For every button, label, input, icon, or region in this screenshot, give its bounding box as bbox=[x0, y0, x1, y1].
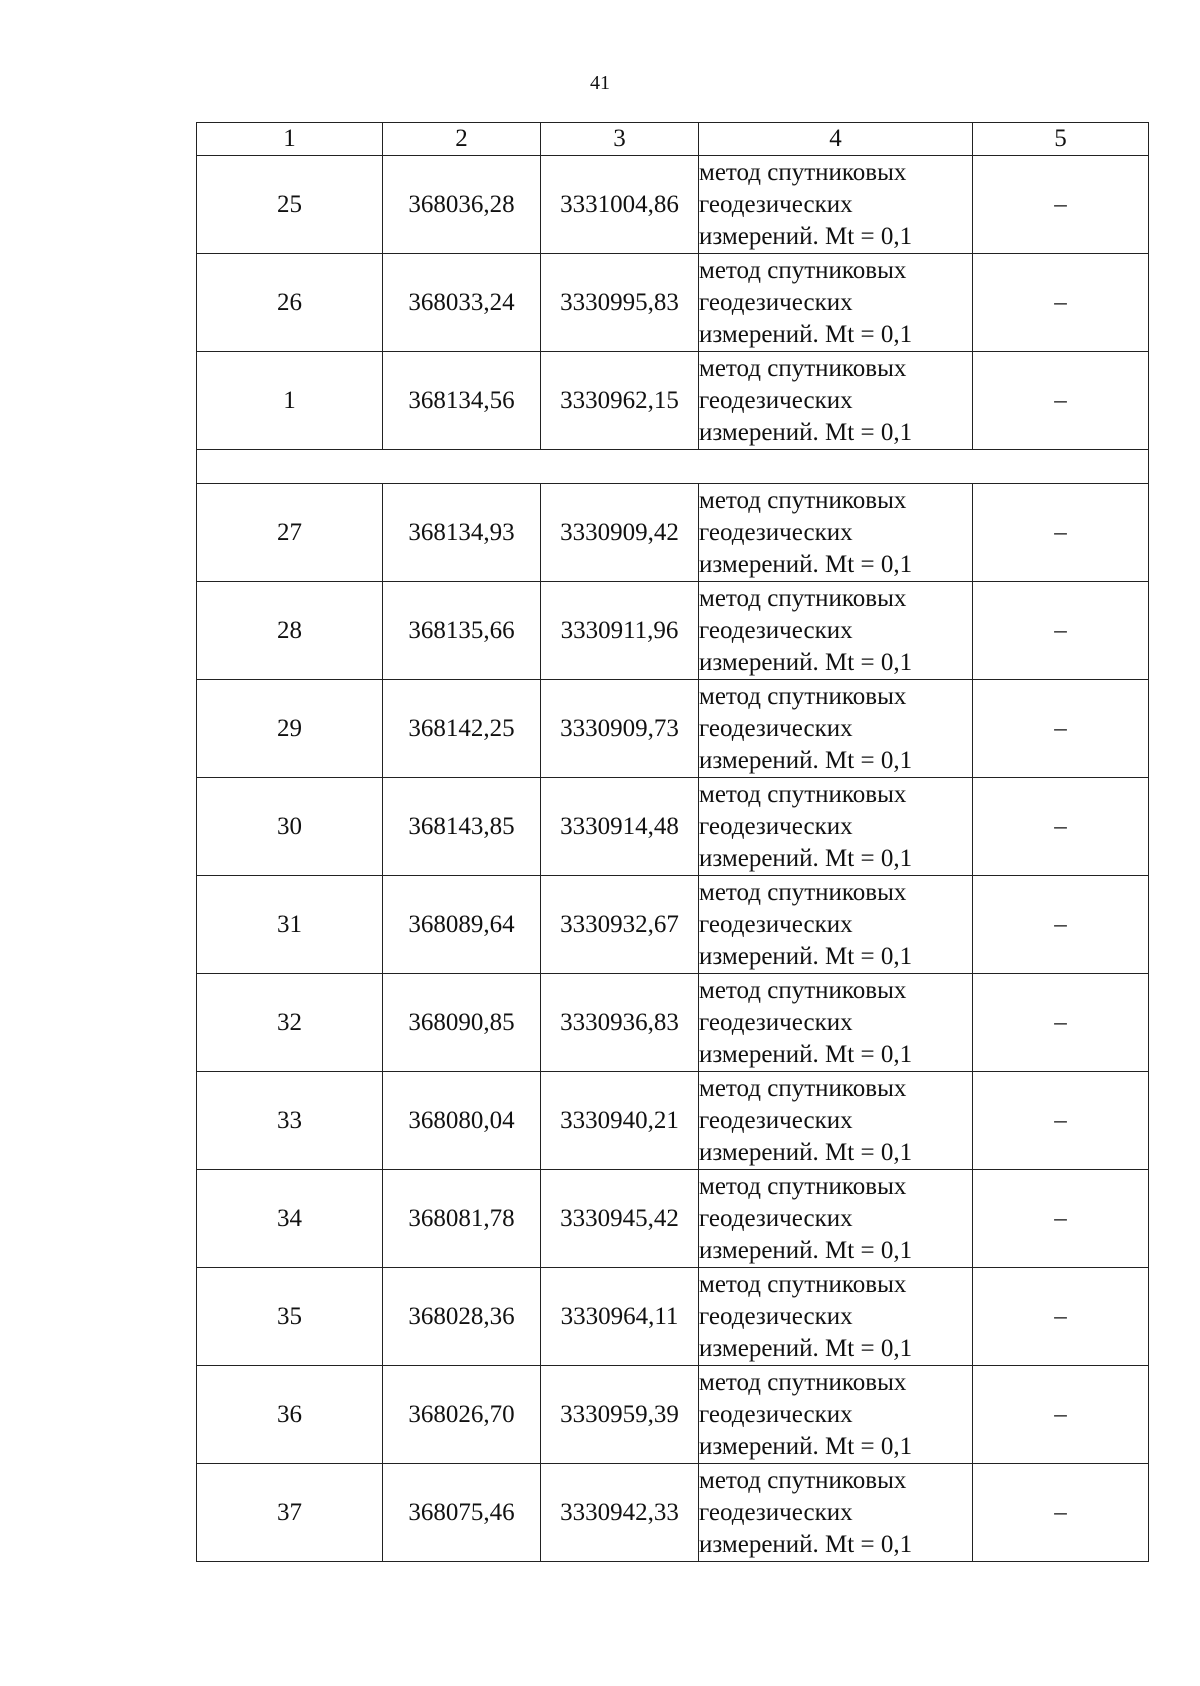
method-text-line: метод спутниковых bbox=[699, 1368, 907, 1396]
method-cell bbox=[699, 974, 973, 1072]
method-text-line: геодезических bbox=[699, 518, 853, 546]
method-text-line: измерений. Mt = 0,1 bbox=[699, 222, 913, 250]
method-text-line: геодезических bbox=[699, 616, 853, 644]
description-cell: – bbox=[973, 1366, 1149, 1464]
point-number-cell: 1 bbox=[197, 352, 383, 450]
description-cell: – bbox=[973, 974, 1149, 1072]
table-row bbox=[197, 1464, 1149, 1562]
description-cell: – bbox=[973, 778, 1149, 876]
method-text-line: метод спутниковых bbox=[699, 1074, 907, 1102]
y-coordinate-cell: 3330914,48 bbox=[541, 778, 699, 876]
x-coordinate-cell: 368134,93 bbox=[383, 484, 541, 582]
y-coordinate-cell: 3330940,21 bbox=[541, 1072, 699, 1170]
column-header-4: 4 bbox=[699, 123, 973, 156]
method-text-line: метод спутниковых bbox=[699, 976, 907, 1004]
table-row bbox=[197, 1268, 1149, 1366]
x-coordinate-cell: 368036,28 bbox=[383, 156, 541, 254]
description-cell: – bbox=[973, 484, 1149, 582]
column-header-3: 3 bbox=[541, 123, 699, 156]
method-text-line: геодезических bbox=[699, 386, 853, 414]
y-coordinate-cell: 3330945,42 bbox=[541, 1170, 699, 1268]
x-coordinate-cell: 368080,04 bbox=[383, 1072, 541, 1170]
method-text-line: метод спутниковых bbox=[699, 1270, 907, 1298]
point-number-cell: 25 bbox=[197, 156, 383, 254]
description-cell: – bbox=[973, 254, 1149, 352]
description-cell: – bbox=[973, 156, 1149, 254]
method-text-line: геодезических bbox=[699, 1302, 853, 1330]
description-cell: – bbox=[973, 582, 1149, 680]
y-coordinate-cell: 3331004,86 bbox=[541, 156, 699, 254]
description-cell: – bbox=[973, 876, 1149, 974]
method-text-line: метод спутниковых bbox=[699, 486, 907, 514]
method-text-line: метод спутниковых bbox=[699, 354, 907, 382]
y-coordinate-cell: 3330964,11 bbox=[541, 1268, 699, 1366]
method-text-line: метод спутниковых bbox=[699, 878, 907, 906]
method-text-line: геодезических bbox=[699, 1498, 853, 1526]
method-cell bbox=[699, 484, 973, 582]
method-text-line: метод спутниковых bbox=[699, 256, 907, 284]
description-cell: – bbox=[973, 680, 1149, 778]
method-text-line: метод спутниковых bbox=[699, 584, 907, 612]
x-coordinate-cell: 368090,85 bbox=[383, 974, 541, 1072]
description-cell: – bbox=[973, 1170, 1149, 1268]
table-row bbox=[197, 156, 1149, 254]
method-text-line: измерений. Mt = 0,1 bbox=[699, 942, 913, 970]
point-number-cell: 32 bbox=[197, 974, 383, 1072]
point-number-cell: 36 bbox=[197, 1366, 383, 1464]
description-cell: – bbox=[973, 1268, 1149, 1366]
method-cell bbox=[699, 582, 973, 680]
y-coordinate-cell: 3330942,33 bbox=[541, 1464, 699, 1562]
method-text-line: геодезических bbox=[699, 190, 853, 218]
y-coordinate-cell: 3330959,39 bbox=[541, 1366, 699, 1464]
x-coordinate-cell: 368089,64 bbox=[383, 876, 541, 974]
description-cell: – bbox=[973, 1464, 1149, 1562]
method-text-line: измерений. Mt = 0,1 bbox=[699, 1040, 913, 1068]
method-text-line: измерений. Mt = 0,1 bbox=[699, 550, 913, 578]
table-row bbox=[197, 876, 1149, 974]
x-coordinate-cell: 368134,56 bbox=[383, 352, 541, 450]
description-cell: – bbox=[973, 1072, 1149, 1170]
y-coordinate-cell: 3330962,15 bbox=[541, 352, 699, 450]
x-coordinate-cell: 368081,78 bbox=[383, 1170, 541, 1268]
method-cell bbox=[699, 680, 973, 778]
header-row bbox=[197, 123, 1149, 156]
y-coordinate-cell: 3330911,96 bbox=[541, 582, 699, 680]
method-text-line: измерений. Mt = 0,1 bbox=[699, 844, 913, 872]
method-text-line: геодезических bbox=[699, 812, 853, 840]
method-cell bbox=[699, 1072, 973, 1170]
y-coordinate-cell: 3330936,83 bbox=[541, 974, 699, 1072]
method-text-line: геодезических bbox=[699, 1400, 853, 1428]
point-number-cell: 35 bbox=[197, 1268, 383, 1366]
table-row bbox=[197, 778, 1149, 876]
point-number-cell: 37 bbox=[197, 1464, 383, 1562]
method-cell bbox=[699, 254, 973, 352]
point-number-cell: 28 bbox=[197, 582, 383, 680]
method-cell bbox=[699, 1366, 973, 1464]
method-text-line: метод спутниковых bbox=[699, 780, 907, 808]
method-text-line: измерений. Mt = 0,1 bbox=[699, 418, 913, 446]
point-number-cell: 26 bbox=[197, 254, 383, 352]
point-number-cell: 34 bbox=[197, 1170, 383, 1268]
point-number-cell: 29 bbox=[197, 680, 383, 778]
method-text-line: измерений. Mt = 0,1 bbox=[699, 746, 913, 774]
table-row bbox=[197, 1170, 1149, 1268]
method-text-line: измерений. Mt = 0,1 bbox=[699, 320, 913, 348]
method-text-line: метод спутниковых bbox=[699, 682, 907, 710]
table-row bbox=[197, 254, 1149, 352]
y-coordinate-cell: 3330932,67 bbox=[541, 876, 699, 974]
coordinates-table bbox=[196, 122, 1149, 1562]
page-number: 41 bbox=[590, 72, 610, 94]
method-text-line: измерений. Mt = 0,1 bbox=[699, 1334, 913, 1362]
table-row bbox=[197, 680, 1149, 778]
x-coordinate-cell: 368075,46 bbox=[383, 1464, 541, 1562]
x-coordinate-cell: 368026,70 bbox=[383, 1366, 541, 1464]
table-row bbox=[197, 1366, 1149, 1464]
method-text-line: метод спутниковых bbox=[699, 1172, 907, 1200]
column-header-2: 2 bbox=[383, 123, 541, 156]
y-coordinate-cell: 3330995,83 bbox=[541, 254, 699, 352]
method-text-line: геодезических bbox=[699, 910, 853, 938]
method-text-line: метод спутниковых bbox=[699, 158, 907, 186]
separator-cell bbox=[197, 450, 1149, 484]
point-number-cell: 33 bbox=[197, 1072, 383, 1170]
table-row bbox=[197, 484, 1149, 582]
method-cell bbox=[699, 1268, 973, 1366]
method-cell bbox=[699, 876, 973, 974]
column-header-5: 5 bbox=[973, 123, 1149, 156]
x-coordinate-cell: 368143,85 bbox=[383, 778, 541, 876]
method-text-line: геодезических bbox=[699, 288, 853, 316]
method-text-line: метод спутниковых bbox=[699, 1466, 907, 1494]
point-number-cell: 30 bbox=[197, 778, 383, 876]
table-row bbox=[197, 582, 1149, 680]
table-row bbox=[197, 352, 1149, 450]
x-coordinate-cell: 368135,66 bbox=[383, 582, 541, 680]
method-cell bbox=[699, 1464, 973, 1562]
column-header-1: 1 bbox=[197, 123, 383, 156]
x-coordinate-cell: 368142,25 bbox=[383, 680, 541, 778]
description-cell: – bbox=[973, 352, 1149, 450]
method-text-line: измерений. Mt = 0,1 bbox=[699, 1138, 913, 1166]
point-number-cell: 31 bbox=[197, 876, 383, 974]
method-text-line: измерений. Mt = 0,1 bbox=[699, 1236, 913, 1264]
method-cell bbox=[699, 352, 973, 450]
table-row bbox=[197, 974, 1149, 1072]
method-cell bbox=[699, 156, 973, 254]
method-text-line: измерений. Mt = 0,1 bbox=[699, 1530, 913, 1558]
method-cell bbox=[699, 778, 973, 876]
method-text-line: геодезических bbox=[699, 1008, 853, 1036]
contour-separator-row bbox=[197, 450, 1149, 484]
method-text-line: геодезических bbox=[699, 1106, 853, 1134]
y-coordinate-cell: 3330909,73 bbox=[541, 680, 699, 778]
method-text-line: измерений. Mt = 0,1 bbox=[699, 648, 913, 676]
table-row bbox=[197, 1072, 1149, 1170]
x-coordinate-cell: 368033,24 bbox=[383, 254, 541, 352]
table-body bbox=[197, 156, 1149, 1562]
y-coordinate-cell: 3330909,42 bbox=[541, 484, 699, 582]
point-number-cell: 27 bbox=[197, 484, 383, 582]
method-text-line: измерений. Mt = 0,1 bbox=[699, 1432, 913, 1460]
method-text-line: геодезических bbox=[699, 1204, 853, 1232]
method-cell bbox=[699, 1170, 973, 1268]
x-coordinate-cell: 368028,36 bbox=[383, 1268, 541, 1366]
method-text-line: геодезических bbox=[699, 714, 853, 742]
